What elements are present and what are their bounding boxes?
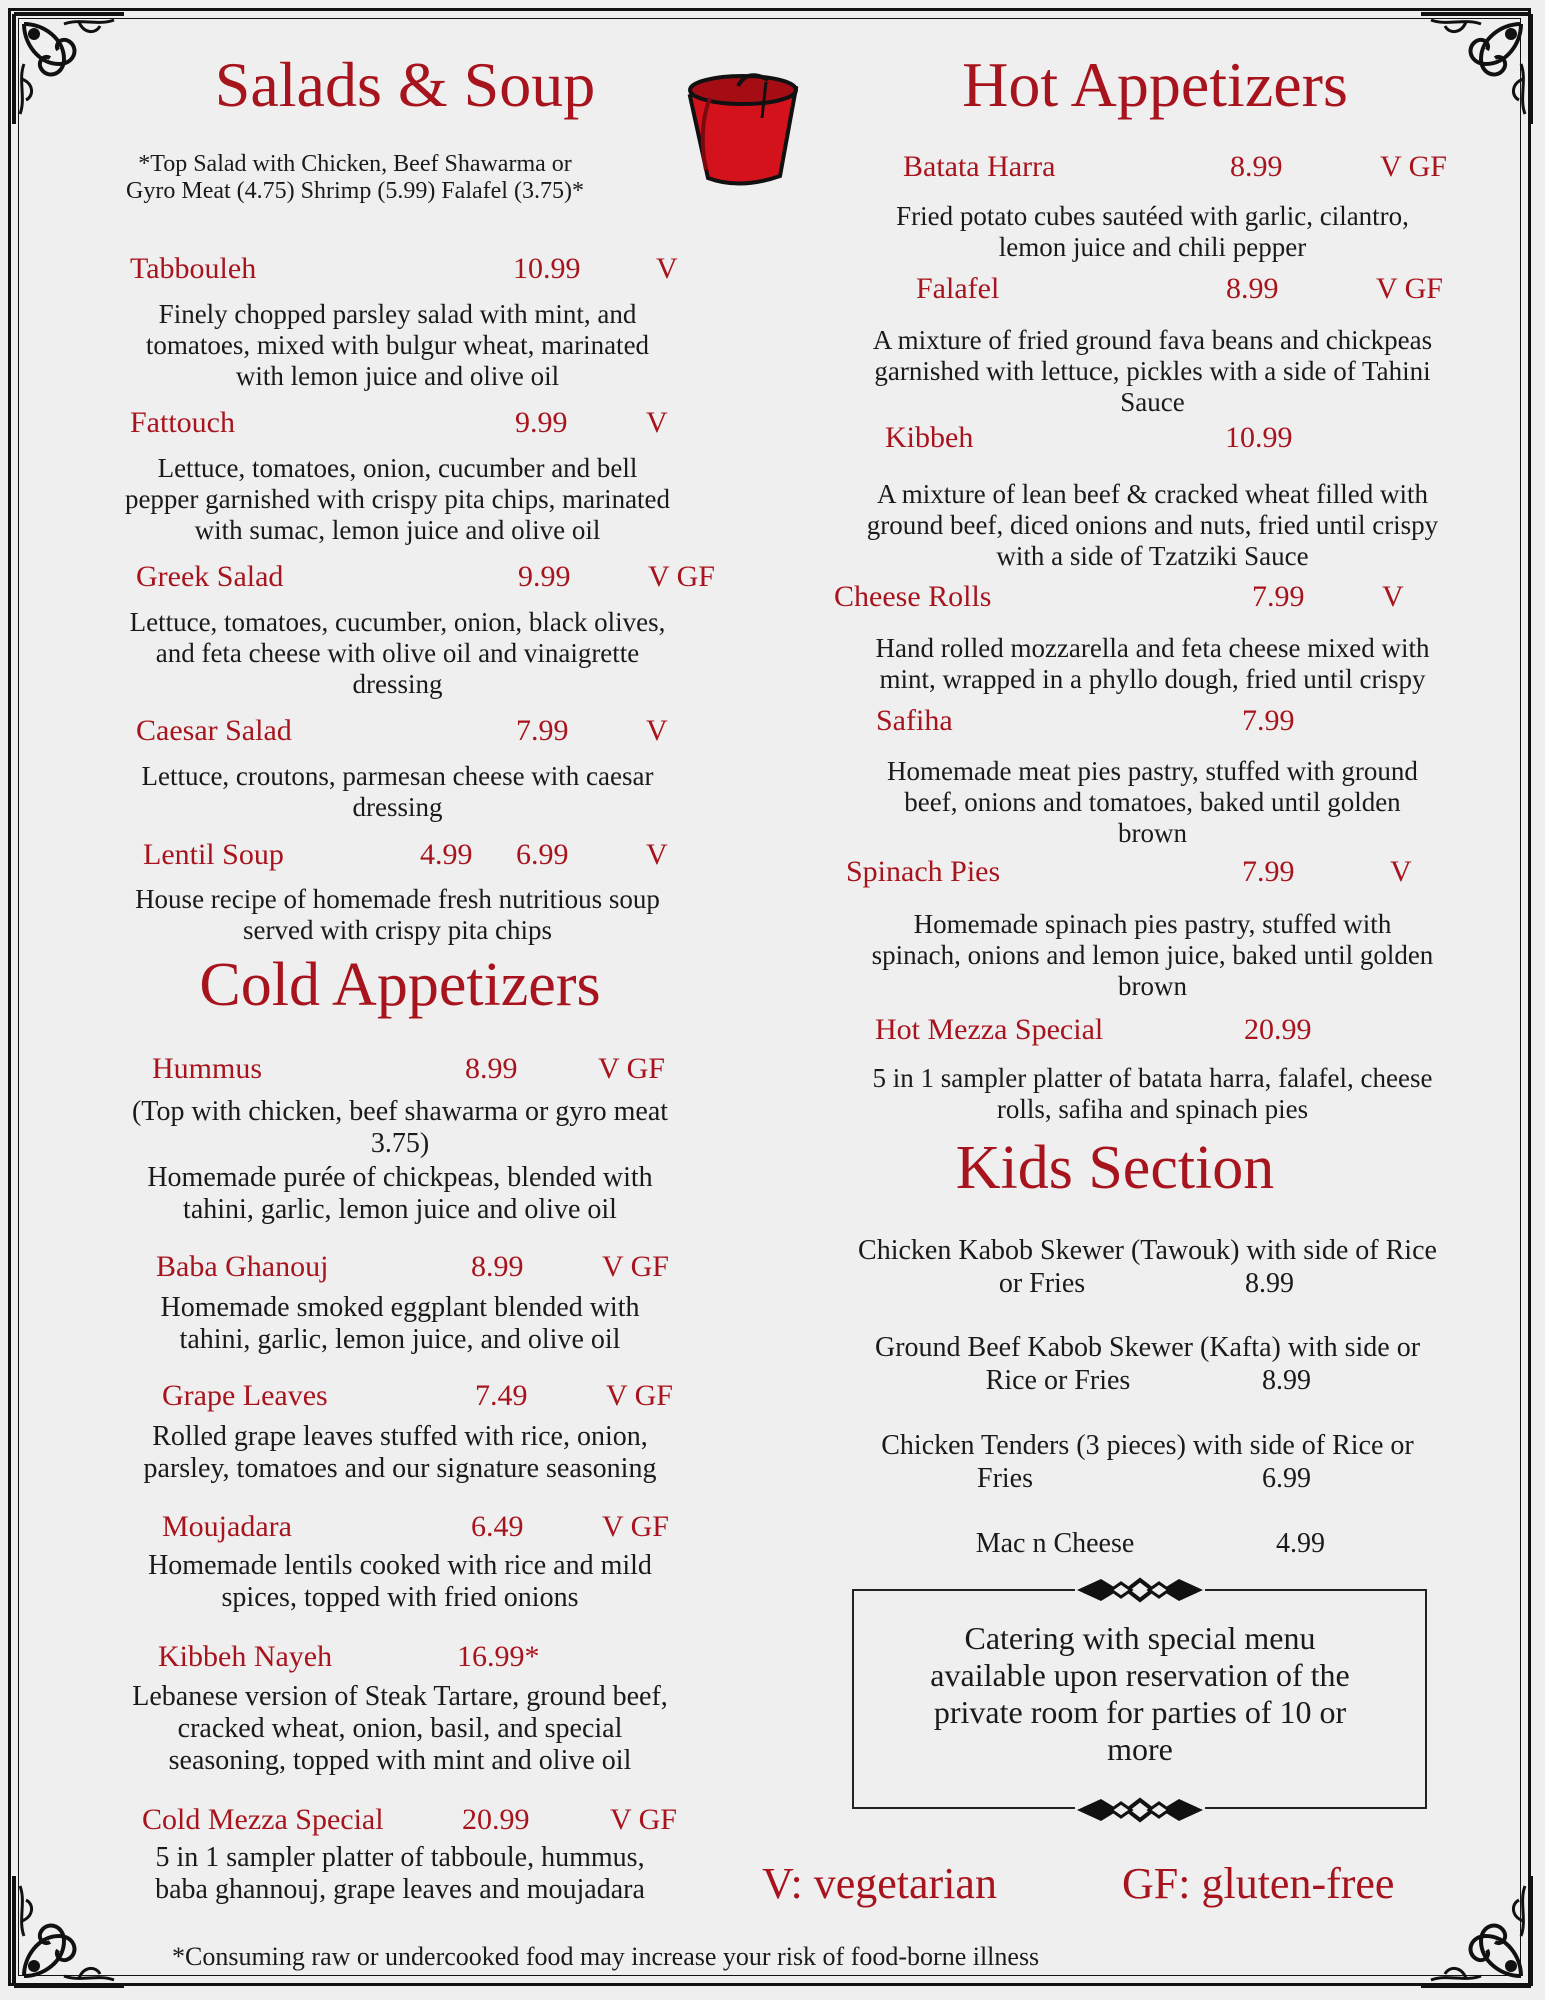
- diet-tag: V: [646, 406, 668, 439]
- menu-item-description: Lettuce, croutons, parmesan cheese with caesar dressing: [141, 761, 654, 822]
- kids-item-line1: Mac n Cheese: [975, 1528, 1135, 1559]
- menu-item-price: 8.99: [1230, 150, 1283, 183]
- diet-tag: V GF: [648, 560, 715, 593]
- diet-tag: V: [646, 714, 668, 747]
- menu-item-name: Lentil Soup: [143, 838, 284, 871]
- menu-item-description: 5 in 1 sampler platter of batata harra, falafel, cheese rolls, safiha and spinach pies: [872, 1063, 1433, 1124]
- menu-item-description: Homemade purée of chickpeas, blended with tahini, garlic, lemon juice and olive oil: [147, 1162, 653, 1225]
- menu-item-price: 6.99: [516, 838, 569, 871]
- salads-topping-note: *Top Salad with Chicken, Beef Shawarma or Gyro Meat (4.75) Shrimp (5.99) Falafel (3.75)*: [126, 151, 584, 204]
- kids-item-line2: or Fries: [998, 1268, 1086, 1299]
- cold-title: Cold Appetizers: [199, 951, 601, 1019]
- kids-title: Kids Section: [955, 1134, 1275, 1202]
- menu-item-name: Tabbouleh: [130, 252, 257, 285]
- menu-item-price: 10.99: [513, 252, 581, 285]
- menu-item-name: Safiha: [876, 704, 953, 737]
- menu-item-name: Grape Leaves: [162, 1379, 328, 1412]
- menu-item-description: Rolled grape leaves stuffed with rice, onion, parsley, tomatoes and our signature seasoning: [143, 1421, 657, 1484]
- menu-item-description: House recipe of homemade fresh nutritious soup served with crispy pita chips: [135, 884, 660, 945]
- diet-tag: V GF: [610, 1803, 677, 1836]
- menu-item-price: 9.99: [515, 406, 568, 439]
- legend-gluten-free: GF: gluten-free: [1122, 1859, 1395, 1908]
- menu-item-price: 8.99: [1226, 272, 1279, 305]
- diet-tag: V GF: [1380, 150, 1447, 183]
- diet-tag: V GF: [602, 1250, 669, 1283]
- menu-item-description: Homemade meat pies pastry, stuffed with ground beef, onions and tomatoes, baked until golden brown: [887, 756, 1418, 848]
- kids-item-price: 6.99: [1262, 1463, 1311, 1494]
- menu-item-description: A mixture of lean beef & cracked wheat filled with ground beef, diced onions and nuts, fried until crispy with a side of Tzatziki Sauce: [866, 479, 1439, 571]
- kids-item-line1: Chicken Tenders (3 pieces) with side of Rice or: [881, 1430, 1414, 1461]
- menu-item-description: 5 in 1 sampler platter of tabboule, hummus, baba ghannouj, grape leaves and moujadara: [155, 1842, 645, 1905]
- diet-tag: V GF: [598, 1052, 665, 1085]
- menu-item-name: Fattouch: [130, 406, 235, 439]
- menu-item-name: Falafel: [916, 272, 1000, 305]
- menu-item-name: Cheese Rolls: [834, 580, 992, 613]
- legend-vegetarian: V: vegetarian: [762, 1859, 997, 1908]
- kids-item-price: 8.99: [1245, 1268, 1294, 1299]
- diet-tag: V: [646, 838, 668, 871]
- kids-item-price: 4.99: [1276, 1528, 1325, 1559]
- diamond-divider-icon: [1075, 1795, 1205, 1825]
- diamond-divider-icon: [1075, 1575, 1205, 1605]
- menu-item-price: 10.99: [1225, 421, 1293, 454]
- menu-item-name: Kibbeh: [885, 421, 974, 454]
- kids-item-line2: Fries: [977, 1463, 1033, 1494]
- menu-item-name: Kibbeh Nayeh: [158, 1640, 333, 1673]
- menu-item-description: Finely chopped parsley salad with mint, and tomatoes, mixed with bulgur wheat, marinated with lemon juice and olive oil: [145, 299, 650, 391]
- menu-item-note: (Top with chicken, beef shawarma or gyro meat 3.75): [131, 1096, 669, 1159]
- kids-item-line1: Ground Beef Kabob Skewer (Kafta) with side or: [874, 1332, 1421, 1363]
- diet-tag: V GF: [606, 1379, 673, 1412]
- menu-item-price: 20.99: [1244, 1013, 1312, 1046]
- menu-item-name: Spinach Pies: [846, 855, 1001, 888]
- menu-item-description: A mixture of fried ground fava beans and chickpeas garnished with lettuce, pickles with a side of Tahini Sauce: [872, 325, 1433, 417]
- menu-item-price: 9.99: [518, 560, 571, 593]
- menu-item-name: Hummus: [152, 1052, 263, 1085]
- menu-item-price: 16.99*: [457, 1640, 540, 1673]
- diet-tag: V: [1382, 580, 1404, 613]
- catering-text: Catering with special menu available upon reservation of the private room for parties of 10 or more: [930, 1620, 1350, 1767]
- menu-item-name: Greek Salad: [136, 560, 284, 593]
- salads-title: Salads & Soup: [214, 49, 596, 120]
- menu-item-price: 8.99: [471, 1250, 524, 1283]
- menu-item-description: Fried potato cubes sautéed with garlic, cilantro, lemon juice and chili pepper: [896, 201, 1409, 262]
- menu-item-name: Hot Mezza Special: [875, 1013, 1104, 1046]
- ornament-corner-icon: [1411, 1866, 1541, 1996]
- menu-item-description: Homemade smoked eggplant blended with tahini, garlic, lemon juice, and olive oil: [160, 1292, 640, 1355]
- menu-item-description: Lettuce, tomatoes, cucumber, onion, black olives, and feta cheese with olive oil and vinaigrette dressing: [129, 607, 666, 699]
- kids-item-line2: Rice or Fries: [985, 1365, 1131, 1396]
- menu-item-price: 6.49: [471, 1510, 524, 1543]
- menu-item-price: 7.49: [475, 1379, 528, 1412]
- menu-item-price: 20.99: [462, 1803, 530, 1836]
- menu-item-description: Hand rolled mozzarella and feta cheese mixed with mint, wrapped in a phyllo dough, fried until crispy: [875, 633, 1430, 694]
- footer-disclaimer: *Consuming raw or undercooked food may increase your risk of food-borne illness: [172, 1942, 1040, 1971]
- menu-item-description: Lettuce, tomatoes, onion, cucumber and bell pepper garnished with crispy pita chips, marinated with sumac, lemon juice and olive oil: [124, 453, 671, 545]
- menu-item-description: Homemade spinach pies pastry, stuffed with spinach, onions and lemon juice, baked until golden brown: [871, 909, 1434, 1001]
- diet-tag: V: [1390, 855, 1412, 888]
- diet-tag: V GF: [602, 1510, 669, 1543]
- menu-item-price-small: 4.99: [420, 838, 473, 871]
- menu-item-description: Lebanese version of Steak Tartare, ground beef, cracked wheat, onion, basil, and special seasoning, topped with mint and olive oil: [132, 1681, 668, 1776]
- menu-item-name: Moujadara: [162, 1510, 292, 1543]
- diet-tag: V GF: [1376, 272, 1443, 305]
- menu-item-name: Baba Ghanouj: [156, 1250, 329, 1283]
- menu-item-price: 7.99: [516, 714, 569, 747]
- kids-item-line1: Chicken Kabob Skewer (Tawouk) with side of Rice: [858, 1235, 1437, 1266]
- menu-item-price: 8.99: [465, 1052, 518, 1085]
- hot-title: Hot Appetizers: [962, 49, 1348, 120]
- menu-item-name: Batata Harra: [903, 150, 1056, 183]
- kids-item-price: 8.99: [1262, 1365, 1311, 1396]
- menu-item-description: Homemade lentils cooked with rice and mild spices, topped with fried onions: [148, 1550, 652, 1613]
- menu-item-price: 7.99: [1242, 855, 1295, 888]
- menu-item-name: Cold Mezza Special: [142, 1803, 384, 1836]
- menu-item-price: 7.99: [1252, 580, 1305, 613]
- diet-tag: V: [656, 252, 678, 285]
- menu-item-name: Caesar Salad: [136, 714, 292, 747]
- menu-item-price: 7.99: [1242, 704, 1295, 737]
